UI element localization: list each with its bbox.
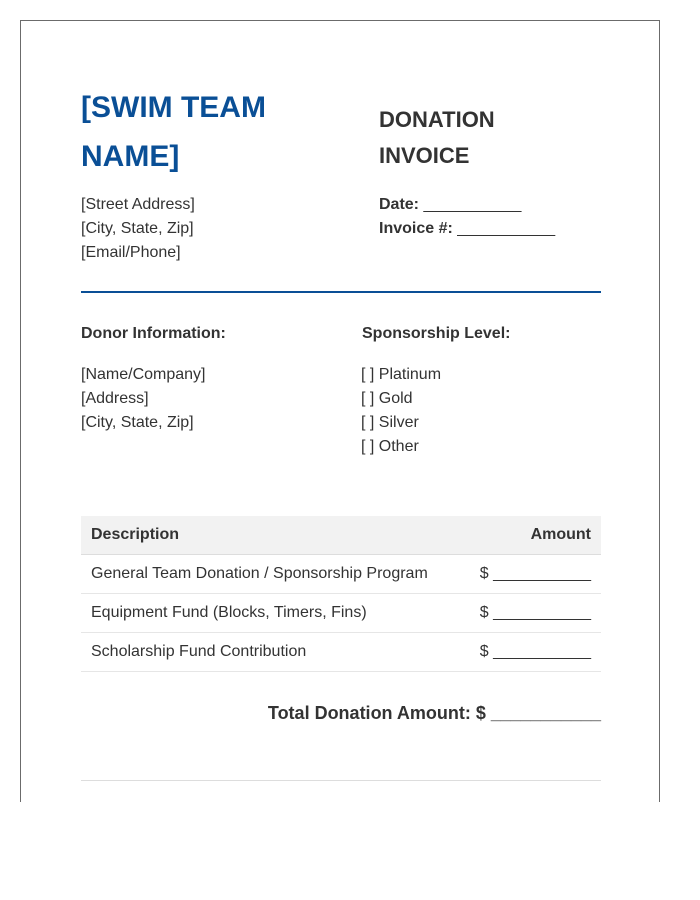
donor-info-list <box>81 363 206 435</box>
table-row <box>81 555 601 594</box>
row-amount: $ ___________ <box>461 633 601 672</box>
table-row <box>81 633 601 672</box>
table-row <box>81 594 601 633</box>
donor-name-company: [Name/Company] <box>81 366 206 383</box>
total-donation-amount: Total Donation Amount: $ ___________ <box>267 703 601 723</box>
donor-address: [Address] <box>81 390 149 407</box>
donor-city-state-zip: [City, State, Zip] <box>81 414 194 431</box>
row-description: Equipment Fund (Blocks, Timers, Fins) <box>81 594 461 633</box>
amount-column-header: Amount <box>461 516 601 555</box>
header-divider <box>81 291 601 293</box>
donor-info-heading: Donor Information: <box>81 325 226 342</box>
sponsorship-option-other[interactable]: [ ] Other <box>361 438 419 455</box>
invoice-number-line <box>379 217 555 241</box>
city-state-zip: [City, State, Zip] <box>81 220 194 237</box>
invoice-sheet <box>20 20 660 802</box>
row-amount: $ ___________ <box>461 594 601 633</box>
organization-address <box>81 193 195 265</box>
email-phone: [Email/Phone] <box>81 244 181 261</box>
description-column-header: Description <box>81 516 461 555</box>
table-header-row <box>81 516 601 555</box>
sponsorship-option-platinum[interactable]: [ ] Platinum <box>361 366 442 383</box>
row-description: Scholarship Fund Contribution <box>81 633 461 672</box>
date-line <box>379 193 555 217</box>
street-address: [Street Address] <box>81 196 195 213</box>
row-amount: $ ___________ <box>461 555 601 594</box>
sponsorship-level-list <box>361 363 441 459</box>
invoice-title: DONATION INVOICE <box>379 107 495 168</box>
footer-divider <box>81 780 601 781</box>
date-value: ___________ <box>423 196 522 213</box>
sponsorship-option-gold[interactable]: [ ] Gold <box>361 390 413 407</box>
invoice-number-value: ___________ <box>457 220 556 237</box>
sponsorship-level-heading: Sponsorship Level: <box>362 325 511 342</box>
row-description: General Team Donation / Sponsorship Program <box>81 555 461 594</box>
invoice-number-label: Invoice #: <box>379 220 453 237</box>
sponsorship-option-silver[interactable]: [ ] Silver <box>361 414 419 431</box>
invoice-meta <box>379 193 555 241</box>
date-label: Date: <box>379 196 420 213</box>
team-name: [SWIM TEAM NAME] <box>81 91 266 173</box>
donation-items-table <box>81 516 601 672</box>
